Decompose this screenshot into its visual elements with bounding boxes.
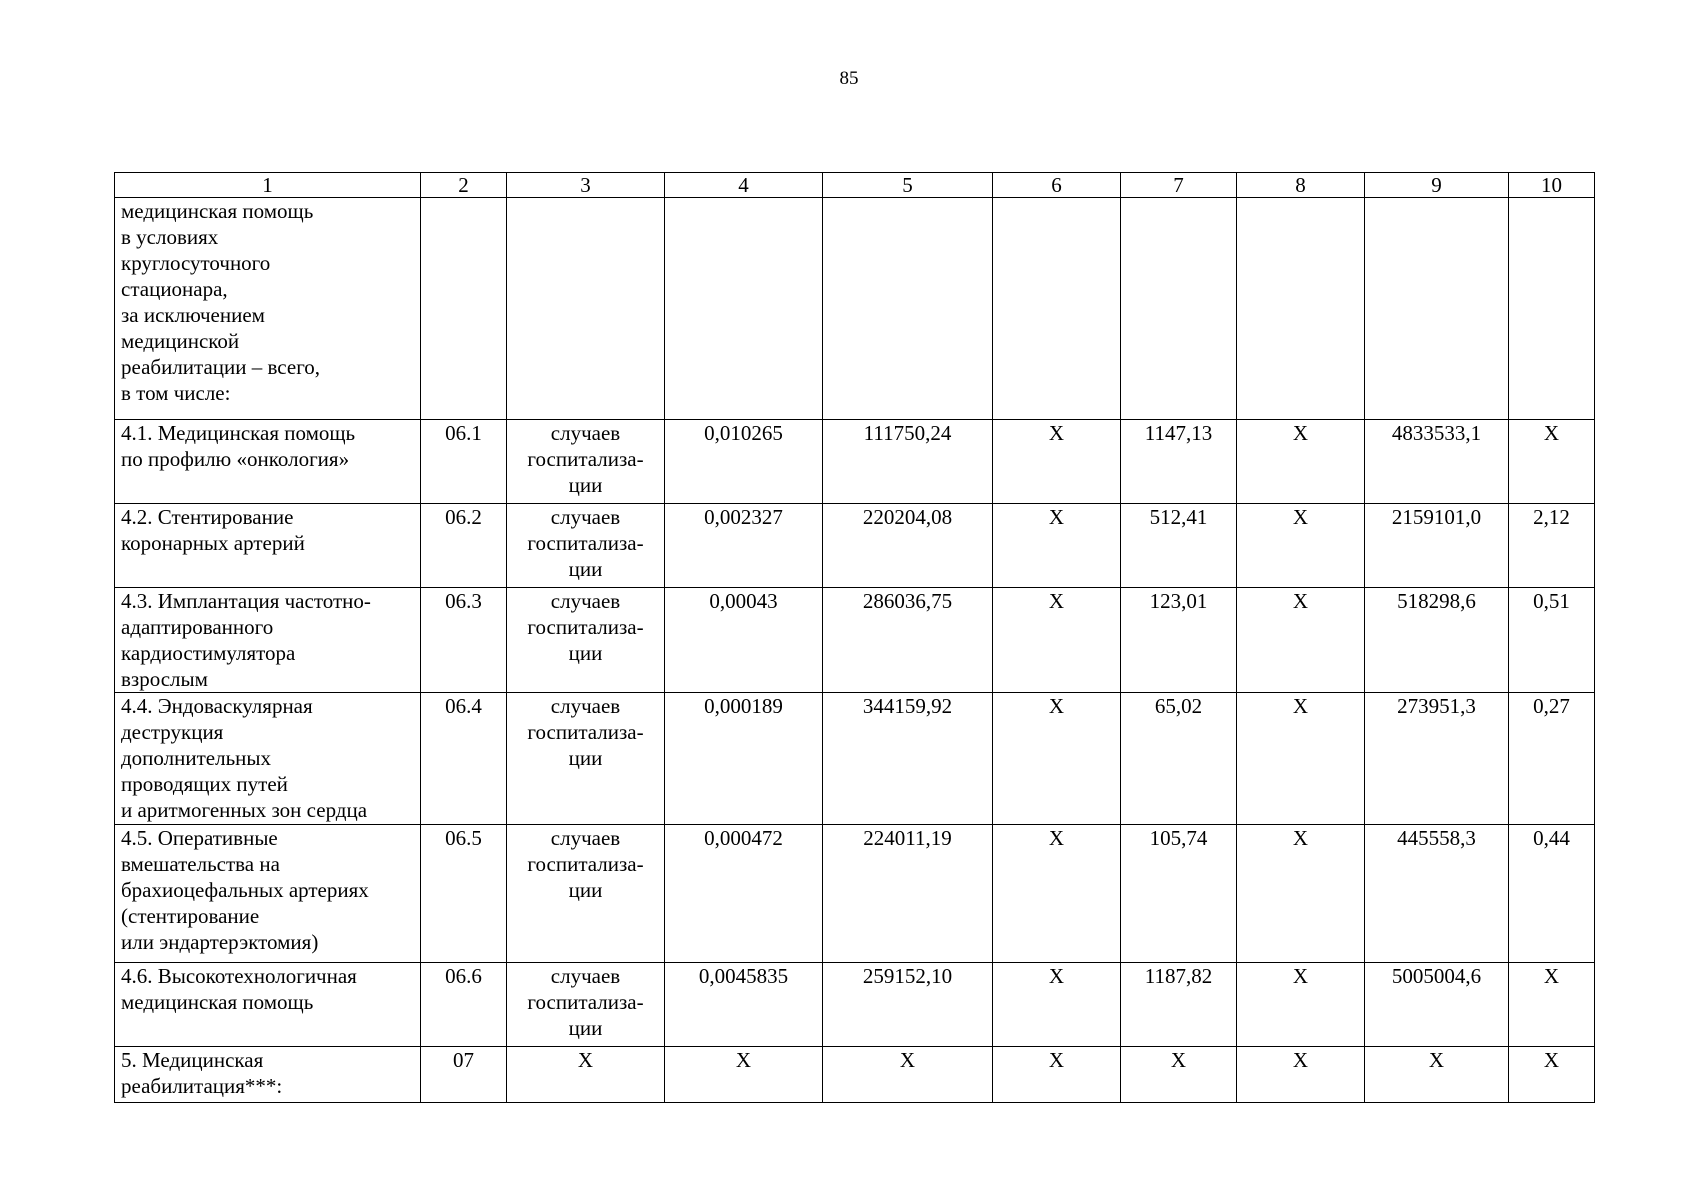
cell-line: или эндартерэктомия) (121, 930, 319, 954)
row-value-c6: X (993, 420, 1121, 504)
row-value-c5: 286036,75 (823, 588, 993, 693)
cell-line: брахиоцефальных артериях (121, 878, 369, 902)
cell-line: случаев (550, 505, 621, 529)
row-code: 06.3 (421, 588, 507, 693)
cell-line: реабилитация***: (121, 1074, 283, 1098)
row-unit (507, 588, 665, 693)
cell-line: реабилитации – всего, (121, 355, 321, 379)
header-cell: 3 (507, 173, 665, 198)
cell-line: кардиостимулятора (121, 641, 296, 665)
cell-line: медицинской (121, 329, 240, 353)
row-value-c10: 2,12 (1509, 504, 1595, 588)
table-row (115, 504, 1595, 588)
row-value-c10 (1509, 198, 1595, 420)
cell-line: 4.5. Оперативные (121, 826, 278, 850)
row-unit (507, 420, 665, 504)
row-value-c10: X (1509, 420, 1595, 504)
cell-line: 5. Медицинская (121, 1048, 264, 1072)
row-code: 06.2 (421, 504, 507, 588)
cell-line: госпитализа- (527, 990, 644, 1014)
cell-line: вмешательства на (121, 852, 280, 876)
cell-line: госпитализа- (527, 852, 644, 876)
cell-line: случаев (550, 964, 621, 988)
row-value-c9: 2159101,0 (1365, 504, 1509, 588)
row-code: 06.1 (421, 420, 507, 504)
cell-line: случаев (550, 421, 621, 445)
row-value-c8: X (1237, 693, 1365, 825)
row-unit (507, 825, 665, 963)
header-cell: 1 (115, 173, 421, 198)
header-cell: 4 (665, 173, 823, 198)
cell-line: X (577, 1048, 594, 1072)
row-value-c7: 65,02 (1121, 693, 1237, 825)
cell-line: по профилю «онкология» (121, 447, 350, 471)
row-value-c6: X (993, 825, 1121, 963)
row-code: 06.6 (421, 963, 507, 1047)
cell-line: ции (568, 1016, 603, 1040)
cell-line: адаптированного (121, 615, 274, 639)
row-value-c5: 259152,10 (823, 963, 993, 1047)
row-value-c8: X (1237, 825, 1365, 963)
cell-line: случаев (550, 826, 621, 850)
cell-line: медицинская помощь (121, 199, 314, 223)
row-unit (507, 963, 665, 1047)
row-name (115, 504, 421, 588)
row-value-c5: 224011,19 (823, 825, 993, 963)
row-unit (507, 1047, 665, 1103)
row-value-c5: X (823, 1047, 993, 1103)
header-cell: 7 (1121, 173, 1237, 198)
row-value-c9: 273951,3 (1365, 693, 1509, 825)
row-name (115, 588, 421, 693)
row-code (421, 198, 507, 420)
row-name (115, 825, 421, 963)
row-value-c5: 220204,08 (823, 504, 993, 588)
cell-line: 4.4. Эндоваскулярная (121, 694, 313, 718)
row-value-c7: 1187,82 (1121, 963, 1237, 1047)
row-value-c7: X (1121, 1047, 1237, 1103)
row-value-c10: X (1509, 1047, 1595, 1103)
cell-line: госпитализа- (527, 531, 644, 555)
row-value-c8: X (1237, 963, 1365, 1047)
cell-line: госпитализа- (527, 447, 644, 471)
row-value-c8: X (1237, 588, 1365, 693)
cell-line: случаев (550, 694, 621, 718)
cell-line: госпитализа- (527, 615, 644, 639)
row-value-c7: 512,41 (1121, 504, 1237, 588)
row-value-c6: X (993, 693, 1121, 825)
row-value-c10: X (1509, 963, 1595, 1047)
cell-line: за исключением (121, 303, 265, 327)
row-value-c4: X (665, 1047, 823, 1103)
table-row (115, 420, 1595, 504)
cell-line: 4.2. Стентирование (121, 505, 294, 529)
table-row (115, 1047, 1595, 1103)
row-value-c9: 445558,3 (1365, 825, 1509, 963)
row-value-c8: X (1237, 1047, 1365, 1103)
cell-line: взрослым (121, 667, 208, 691)
row-unit (507, 693, 665, 825)
cell-line: деструкция (121, 720, 224, 744)
cell-line: случаев (550, 589, 621, 613)
row-value-c5 (823, 198, 993, 420)
cell-line: ции (568, 878, 603, 902)
header-cell: 8 (1237, 173, 1365, 198)
row-value-c6: X (993, 504, 1121, 588)
row-name (115, 963, 421, 1047)
header-cell: 9 (1365, 173, 1509, 198)
cell-line: (стентирование (121, 904, 260, 928)
cell-line: 4.3. Имплантация частотно- (121, 589, 371, 613)
row-value-c10: 0,51 (1509, 588, 1595, 693)
row-value-c9: 518298,6 (1365, 588, 1509, 693)
row-value-c6: X (993, 588, 1121, 693)
row-code: 06.4 (421, 693, 507, 825)
row-value-c4: 0,00043 (665, 588, 823, 693)
row-value-c7: 105,74 (1121, 825, 1237, 963)
row-code: 06.5 (421, 825, 507, 963)
cell-line: коронарных артерий (121, 531, 305, 555)
row-name (115, 1047, 421, 1103)
row-value-c8: X (1237, 420, 1365, 504)
row-value-c4: 0,000472 (665, 825, 823, 963)
row-value-c8: X (1237, 504, 1365, 588)
table-row (115, 963, 1595, 1047)
header-cell: 5 (823, 173, 993, 198)
cell-line: 4.6. Высокотехнологичная (121, 964, 357, 988)
row-value-c4: 0,010265 (665, 420, 823, 504)
row-value-c4: 0,0045835 (665, 963, 823, 1047)
cell-line: проводящих путей (121, 772, 288, 796)
row-value-c10: 0,27 (1509, 693, 1595, 825)
header-cell: 6 (993, 173, 1121, 198)
cell-line: в условиях (121, 225, 219, 249)
cell-line: круглосуточного (121, 251, 271, 275)
cell-line: 4.1. Медицинская помощь (121, 421, 356, 445)
cell-line: в том числе: (121, 381, 231, 405)
row-value-c5: 344159,92 (823, 693, 993, 825)
cell-line: ции (568, 473, 603, 497)
row-value-c4: 0,002327 (665, 504, 823, 588)
row-value-c8 (1237, 198, 1365, 420)
header-row (115, 173, 1595, 198)
cell-line: госпитализа- (527, 720, 644, 744)
row-unit (507, 198, 665, 420)
row-unit (507, 504, 665, 588)
row-value-c5: 111750,24 (823, 420, 993, 504)
row-value-c10: 0,44 (1509, 825, 1595, 963)
row-value-c6: X (993, 1047, 1121, 1103)
row-value-c9: X (1365, 1047, 1509, 1103)
row-name (115, 420, 421, 504)
row-value-c7: 123,01 (1121, 588, 1237, 693)
row-value-c7: 1147,13 (1121, 420, 1237, 504)
row-value-c9 (1365, 198, 1509, 420)
cell-line: дополнительных (121, 746, 272, 770)
cell-line: ции (568, 557, 603, 581)
row-value-c7 (1121, 198, 1237, 420)
row-value-c6 (993, 198, 1121, 420)
data-table (114, 172, 1595, 1103)
row-name (115, 198, 421, 420)
row-value-c9: 5005004,6 (1365, 963, 1509, 1047)
cell-line: медицинская помощь (121, 990, 314, 1014)
row-name (115, 693, 421, 825)
page-number: 85 (839, 68, 859, 89)
cell-line: ции (568, 641, 603, 665)
row-value-c6: X (993, 963, 1121, 1047)
table-row (115, 198, 1595, 420)
cell-line: и аритмогенных зон сердца (121, 798, 368, 822)
row-value-c4: 0,000189 (665, 693, 823, 825)
table-row (115, 825, 1595, 963)
table-row (115, 693, 1595, 825)
table-row (115, 588, 1595, 693)
row-value-c9: 4833533,1 (1365, 420, 1509, 504)
header-cell: 10 (1509, 173, 1595, 198)
cell-line: стационара, (121, 277, 228, 301)
row-value-c4 (665, 198, 823, 420)
cell-line: ции (568, 746, 603, 770)
header-cell: 2 (421, 173, 507, 198)
row-code: 07 (421, 1047, 507, 1103)
